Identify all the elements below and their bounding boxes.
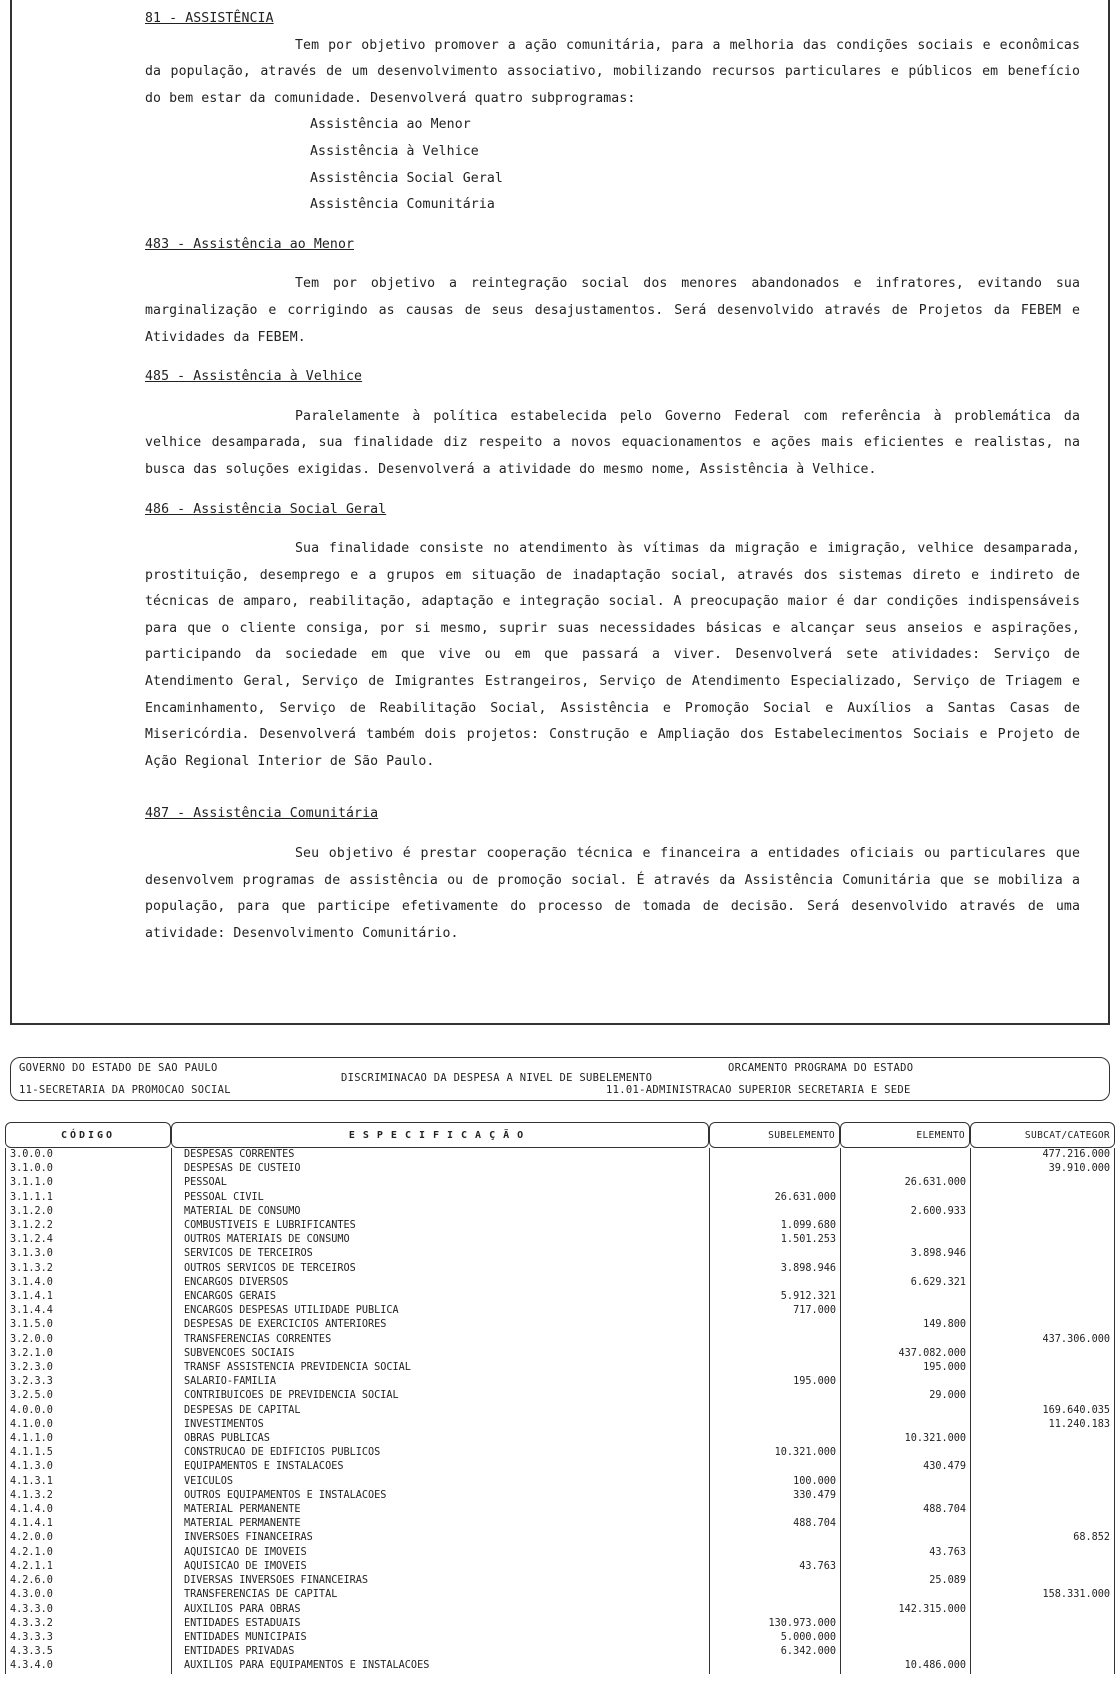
elemento-cell <box>840 1148 970 1162</box>
elemento-cell <box>840 1333 970 1347</box>
codigo-cell: 3.2.5.0 <box>5 1389 171 1403</box>
especificacao-cell: ENCARGOS DIVERSOS <box>171 1276 709 1290</box>
subcat-cell: 11.240.183 <box>970 1418 1115 1432</box>
codigo-cell: 3.0.0.0 <box>5 1148 171 1162</box>
subcat-cell <box>970 1347 1115 1361</box>
table-row <box>5 1645 1115 1659</box>
subelemento-cell <box>709 1318 840 1332</box>
especificacao-cell: OUTROS SERVICOS DE TERCEIROS <box>171 1262 709 1276</box>
especificacao-cell: AQUISICAO DE IMOVEIS <box>171 1546 709 1560</box>
subelemento-cell: 130.973.000 <box>709 1617 840 1631</box>
especificacao-cell: ENCARGOS DESPESAS UTILIDADE PUBLICA <box>171 1304 709 1318</box>
column-header-elemento: ELEMENTO <box>840 1122 970 1148</box>
codigo-cell: 4.1.0.0 <box>5 1418 171 1432</box>
subcat-cell <box>970 1191 1115 1205</box>
codigo-cell: 4.1.3.2 <box>5 1489 171 1503</box>
table-row <box>5 1418 1115 1432</box>
elemento-cell: 10.321.000 <box>840 1432 970 1446</box>
subcat-cell <box>970 1617 1115 1631</box>
elemento-cell: 10.486.000 <box>840 1659 970 1673</box>
elemento-cell <box>840 1446 970 1460</box>
table-row <box>5 1361 1115 1375</box>
especificacao-cell: EQUIPAMENTOS E INSTALACOES <box>171 1460 709 1474</box>
column-header-codigo: CÓDIGO <box>5 1122 171 1148</box>
subcat-cell <box>970 1475 1115 1489</box>
section-485-text: Paralelamente à política estabelecida pelo Governo Federal com referência à problemática da velhice desamparada, sua finalidade diz respeito a novos equacionamentos e ações mais eficientes e realistas, na busca das soluções exigidas. Desenvolverá a atividade do mesmo nome, Assistência à Velhice. <box>145 408 1080 477</box>
subelemento-cell: 6.342.000 <box>709 1645 840 1659</box>
subcat-cell <box>970 1659 1115 1673</box>
subcat-cell <box>970 1375 1115 1389</box>
elemento-cell <box>840 1631 970 1645</box>
codigo-cell: 3.1.5.0 <box>5 1318 171 1332</box>
subelemento-cell <box>709 1176 840 1190</box>
subcat-cell: 39.910.000 <box>970 1162 1115 1176</box>
elemento-cell: 6.629.321 <box>840 1276 970 1290</box>
especificacao-cell: ENCARGOS GERAIS <box>171 1290 709 1304</box>
especificacao-cell: AUXILIOS PARA OBRAS <box>171 1603 709 1617</box>
codigo-cell: 3.1.2.0 <box>5 1205 171 1219</box>
especificacao-cell: COMBUSTIVEIS E LUBRIFICANTES <box>171 1219 709 1233</box>
elemento-cell <box>840 1162 970 1176</box>
table-row <box>5 1460 1115 1474</box>
section-485-title: 485 - Assistência à Velhice <box>145 369 363 385</box>
subelemento-cell <box>709 1148 840 1162</box>
subelemento-cell: 1.099.680 <box>709 1219 840 1233</box>
expense-table <box>5 1122 1115 1694</box>
table-row <box>5 1219 1115 1233</box>
elemento-cell: 2.600.933 <box>840 1205 970 1219</box>
subcat-cell <box>970 1560 1115 1574</box>
subelemento-cell: 488.704 <box>709 1517 840 1531</box>
codigo-cell: 4.3.0.0 <box>5 1588 171 1602</box>
elemento-cell: 430.479 <box>840 1460 970 1474</box>
table-row <box>5 1191 1115 1205</box>
codigo-cell: 3.1.3.0 <box>5 1247 171 1261</box>
table-row <box>5 1176 1115 1190</box>
codigo-cell: 3.2.3.0 <box>5 1361 171 1375</box>
subelemento-cell: 1.501.253 <box>709 1233 840 1247</box>
especificacao-cell: AQUISICAO DE IMOVEIS <box>171 1560 709 1574</box>
subelemento-cell <box>709 1659 840 1673</box>
codigo-cell: 4.1.4.0 <box>5 1503 171 1517</box>
table-row <box>5 1162 1115 1176</box>
codigo-cell: 3.2.3.3 <box>5 1375 171 1389</box>
elemento-cell <box>840 1531 970 1545</box>
codigo-cell: 4.3.4.0 <box>5 1659 171 1673</box>
especificacao-cell: ENTIDADES ESTADUAIS <box>171 1617 709 1631</box>
budget-header <box>10 1057 1110 1101</box>
section-81-text: Tem por objetivo promover a ação comunitária, para a melhoria das condições sociais e econômicas da população, através de um desenvolvimento associativo, mobilizando recursos particulares e públicos em benefício do bem estar da comunidade. Desenvolverá quatro subprogramas: <box>145 37 1080 106</box>
elemento-cell <box>840 1560 970 1574</box>
codigo-cell: 3.2.0.0 <box>5 1333 171 1347</box>
table-row <box>5 1375 1115 1389</box>
subcat-cell <box>970 1517 1115 1531</box>
codigo-cell: 3.1.4.1 <box>5 1290 171 1304</box>
codigo-cell: 4.2.1.0 <box>5 1546 171 1560</box>
table-row <box>5 1475 1115 1489</box>
subelemento-cell <box>709 1503 840 1517</box>
codigo-cell: 4.1.4.1 <box>5 1517 171 1531</box>
subelemento-cell <box>709 1603 840 1617</box>
elemento-cell: 3.898.946 <box>840 1247 970 1261</box>
especificacao-cell: MATERIAL PERMANENTE <box>171 1503 709 1517</box>
subcat-cell <box>970 1389 1115 1403</box>
table-row <box>5 1205 1115 1219</box>
codigo-cell: 3.1.1.1 <box>5 1191 171 1205</box>
subcat-cell <box>970 1631 1115 1645</box>
subcat-cell <box>970 1546 1115 1560</box>
subcat-cell <box>970 1489 1115 1503</box>
especificacao-cell: DESPESAS DE CAPITAL <box>171 1404 709 1418</box>
codigo-cell: 4.1.1.0 <box>5 1432 171 1446</box>
subelemento-cell: 10.321.000 <box>709 1446 840 1460</box>
subelemento-cell <box>709 1574 840 1588</box>
table-row <box>5 1276 1115 1290</box>
table-row <box>5 1290 1115 1304</box>
elemento-cell <box>840 1375 970 1389</box>
subcat-cell <box>970 1318 1115 1332</box>
table-row <box>5 1560 1115 1574</box>
elemento-cell: 29.000 <box>840 1389 970 1403</box>
subelemento-cell <box>709 1205 840 1219</box>
table-row <box>5 1262 1115 1276</box>
table-row <box>5 1318 1115 1332</box>
subcat-cell <box>970 1247 1115 1261</box>
subcat-cell <box>970 1603 1115 1617</box>
section-486-title: 486 - Assistência Social Geral <box>145 501 387 517</box>
table-row <box>5 1489 1115 1503</box>
section-81-title: 81 - ASSISTÊNCIA <box>145 11 274 26</box>
especificacao-cell: CONTRIBUICOES DE PREVIDENCIA SOCIAL <box>171 1389 709 1403</box>
especificacao-cell: PESSOAL CIVIL <box>171 1191 709 1205</box>
table-row <box>5 1148 1115 1162</box>
especificacao-cell: DIVERSAS INVERSOES FINANCEIRAS <box>171 1574 709 1588</box>
orcamento-label: ORCAMENTO PROGRAMA DO ESTADO <box>728 1062 914 1074</box>
subelemento-cell: 330.479 <box>709 1489 840 1503</box>
elemento-cell <box>840 1617 970 1631</box>
table-row <box>5 1432 1115 1446</box>
subelemento-cell: 717.000 <box>709 1304 840 1318</box>
subelemento-cell: 3.898.946 <box>709 1262 840 1276</box>
codigo-cell: 3.1.2.4 <box>5 1233 171 1247</box>
secretaria-name: 11-SECRETARIA DA PROMOCAO SOCIAL <box>19 1084 231 1096</box>
elemento-cell <box>840 1191 970 1205</box>
codigo-cell: 4.3.3.0 <box>5 1603 171 1617</box>
codigo-cell: 4.3.3.2 <box>5 1617 171 1631</box>
subprogram-list <box>145 112 1080 218</box>
elemento-cell <box>840 1290 970 1304</box>
subelemento-cell <box>709 1404 840 1418</box>
table-row <box>5 1233 1115 1247</box>
especificacao-cell: ENTIDADES PRIVADAS <box>171 1645 709 1659</box>
section-486-text: Sua finalidade consiste no atendimento às vítimas da migração e imigração, velhice desamparada, prostituição, desemprego e a grupos em situação de inadaptação social, através dos sistemas direto e indireto de técnicas de amparo, reabilitação, adaptação e integração social. A preocupação maior é dar condições indispensáveis para que o cliente consiga, por si mesmo, suprir suas necessidades básicas e alcançar seus anseios e aspirações, participando da sociedade em que vive ou em que passará a viver. Desenvolverá sete atividades: Serviço de Atendimento Geral, Serviço de Imigrantes Estrangeiros, Serviço de Atendimento Especializado, Serviço de Triagem e Encaminhamento, Serviço de Reabilitação Social, Assistência e Promoção Social e Auxílios a Santas Casas de Misericórdia. Desenvolverá também dois projetos: Construção e Ampliação dos Estabelecimentos Sociais e Projeto de Ação Regional Interior de São Paulo. <box>145 541 1080 769</box>
subcat-cell <box>970 1361 1115 1375</box>
section-483-title: 483 - Assistência ao Menor <box>145 236 355 252</box>
subelemento-cell: 100.000 <box>709 1475 840 1489</box>
elemento-cell <box>840 1475 970 1489</box>
section-487-title: 487 - Assistência Comunitária <box>145 806 379 822</box>
table-row <box>5 1588 1115 1602</box>
subcat-cell: 477.216.000 <box>970 1148 1115 1162</box>
subcat-cell <box>970 1503 1115 1517</box>
codigo-cell: 3.1.1.0 <box>5 1176 171 1190</box>
table-row <box>5 1531 1115 1545</box>
table-row <box>5 1546 1115 1560</box>
table-row <box>5 1631 1115 1645</box>
subelemento-cell: 195.000 <box>709 1375 840 1389</box>
expense-table-body <box>5 1148 1115 1674</box>
table-row <box>5 1659 1115 1673</box>
subcat-cell <box>970 1432 1115 1446</box>
table-row <box>5 1446 1115 1460</box>
subcat-cell: 68.852 <box>970 1531 1115 1545</box>
column-header-subcat: SUBCAT/CATEGOR <box>970 1122 1115 1148</box>
government-name: GOVERNO DO ESTADO DE SAO PAULO <box>19 1062 218 1074</box>
subelemento-cell: 26.631.000 <box>709 1191 840 1205</box>
especificacao-cell: TRANSFERENCIAS DE CAPITAL <box>171 1588 709 1602</box>
especificacao-cell: OUTROS EQUIPAMENTOS E INSTALACOES <box>171 1489 709 1503</box>
especificacao-cell: DESPESAS CORRENTES <box>171 1148 709 1162</box>
subcat-cell <box>970 1290 1115 1304</box>
subelemento-cell <box>709 1333 840 1347</box>
subelemento-cell <box>709 1389 840 1403</box>
especificacao-cell: SUBVENCOES SOCIAIS <box>171 1347 709 1361</box>
codigo-cell: 4.2.6.0 <box>5 1574 171 1588</box>
elemento-cell: 488.704 <box>840 1503 970 1517</box>
subelemento-cell <box>709 1347 840 1361</box>
especificacao-cell: INVESTIMENTOS <box>171 1418 709 1432</box>
unidade-label: 11.01-ADMINISTRACAO SUPERIOR SECRETARIA E SEDE <box>606 1084 911 1096</box>
subcat-cell <box>970 1219 1115 1233</box>
codigo-cell: 4.2.0.0 <box>5 1531 171 1545</box>
subcat-cell: 158.331.000 <box>970 1588 1115 1602</box>
elemento-cell: 43.763 <box>840 1546 970 1560</box>
subelemento-cell <box>709 1588 840 1602</box>
especificacao-cell: OBRAS PUBLICAS <box>171 1432 709 1446</box>
especificacao-cell: TRANSFERENCIAS CORRENTES <box>171 1333 709 1347</box>
subcat-cell <box>970 1460 1115 1474</box>
elemento-cell: 25.089 <box>840 1574 970 1588</box>
section-487-text: Seu objetivo é prestar cooperação técnica e financeira a entidades oficiais ou particulares que desenvolvem programas de assistência ou de promoção social. É através da Assistência Comunitária que se mobiliza a população, para que participe efetivamente do processo de tomada de decisão. Será desenvolvido através de uma atividade: Desenvolvimento Comunitário. <box>145 846 1080 941</box>
subelemento-cell <box>709 1361 840 1375</box>
table-row <box>5 1389 1115 1403</box>
elemento-cell <box>840 1645 970 1659</box>
subelemento-cell <box>709 1247 840 1261</box>
elemento-cell <box>840 1489 970 1503</box>
report-title: DISCRIMINACAO DA DESPESA A NIVEL DE SUBELEMENTO <box>341 1072 653 1084</box>
table-row <box>5 1517 1115 1531</box>
codigo-cell: 4.0.0.0 <box>5 1404 171 1418</box>
list-item: Assistência Comunitária <box>310 197 495 213</box>
table-row <box>5 1247 1115 1261</box>
subcat-cell <box>970 1233 1115 1247</box>
especificacao-cell: PESSOAL <box>171 1176 709 1190</box>
codigo-cell: 4.1.3.0 <box>5 1460 171 1474</box>
especificacao-cell: MATERIAL DE CONSUMO <box>171 1205 709 1219</box>
table-row <box>5 1617 1115 1631</box>
table-row <box>5 1503 1115 1517</box>
list-item: Assistência Social Geral <box>310 170 503 186</box>
especificacao-cell: ENTIDADES MUNICIPAIS <box>171 1631 709 1645</box>
codigo-cell: 3.1.4.4 <box>5 1304 171 1318</box>
list-item: Assistência ao Menor <box>310 117 471 133</box>
subcat-cell <box>970 1574 1115 1588</box>
elemento-cell <box>840 1304 970 1318</box>
codigo-cell: 4.1.1.5 <box>5 1446 171 1460</box>
subelemento-cell <box>709 1531 840 1545</box>
especificacao-cell: SALARIO-FAMILIA <box>171 1375 709 1389</box>
especificacao-cell: DESPESAS DE EXERCICIOS ANTERIORES <box>171 1318 709 1332</box>
especificacao-cell: CONSTRUCAO DE EDIFICIOS PUBLICOS <box>171 1446 709 1460</box>
column-header-subelemento: SUBELEMENTO <box>709 1122 840 1148</box>
especificacao-cell: TRANSF ASSISTENCIA PREVIDENCIA SOCIAL <box>171 1361 709 1375</box>
subcat-cell <box>970 1276 1115 1290</box>
subcat-cell <box>970 1645 1115 1659</box>
subelemento-cell <box>709 1418 840 1432</box>
subelemento-cell <box>709 1276 840 1290</box>
codigo-cell: 3.1.2.2 <box>5 1219 171 1233</box>
table-row <box>5 1347 1115 1361</box>
codigo-cell: 3.1.0.0 <box>5 1162 171 1176</box>
especificacao-cell: SERVICOS DE TERCEIROS <box>171 1247 709 1261</box>
subcat-cell <box>970 1304 1115 1318</box>
subelemento-cell <box>709 1432 840 1446</box>
elemento-cell <box>840 1588 970 1602</box>
codigo-cell: 3.1.4.0 <box>5 1276 171 1290</box>
elemento-cell: 437.082.000 <box>840 1347 970 1361</box>
subelemento-cell <box>709 1162 840 1176</box>
subcat-cell <box>970 1176 1115 1190</box>
especificacao-cell: AUXILIOS PARA EQUIPAMENTOS E INSTALACOES <box>171 1659 709 1673</box>
elemento-cell <box>840 1262 970 1276</box>
list-item: Assistência à Velhice <box>310 143 479 159</box>
especificacao-cell: INVERSOES FINANCEIRAS <box>171 1531 709 1545</box>
elemento-cell <box>840 1418 970 1432</box>
codigo-cell: 3.1.3.2 <box>5 1262 171 1276</box>
subcat-cell <box>970 1446 1115 1460</box>
column-header-especificacao: ESPECIFICAÇÃO <box>171 1122 709 1148</box>
table-row <box>5 1603 1115 1617</box>
subelemento-cell: 5.912.321 <box>709 1290 840 1304</box>
codigo-cell: 4.2.1.1 <box>5 1560 171 1574</box>
subcat-cell <box>970 1205 1115 1219</box>
elemento-cell <box>840 1517 970 1531</box>
codigo-cell: 3.2.1.0 <box>5 1347 171 1361</box>
codigo-cell: 4.3.3.5 <box>5 1645 171 1659</box>
subelemento-cell <box>709 1546 840 1560</box>
program-description <box>145 6 1080 947</box>
elemento-cell: 142.315.000 <box>840 1603 970 1617</box>
especificacao-cell: DESPESAS DE CUSTEIO <box>171 1162 709 1176</box>
elemento-cell <box>840 1233 970 1247</box>
subelemento-cell: 43.763 <box>709 1560 840 1574</box>
subelemento-cell: 5.000.000 <box>709 1631 840 1645</box>
elemento-cell: 149.800 <box>840 1318 970 1332</box>
especificacao-cell: VEICULOS <box>171 1475 709 1489</box>
especificacao-cell: OUTROS MATERIAIS DE CONSUMO <box>171 1233 709 1247</box>
table-row <box>5 1404 1115 1418</box>
codigo-cell: 4.1.3.1 <box>5 1475 171 1489</box>
especificacao-cell: MATERIAL PERMANENTE <box>171 1517 709 1531</box>
section-483-text: Tem por objetivo a reintegração social dos menores abandonados e infratores, evitando sua marginalização e corrigindo as causas de seus desajustamentos. Será desenvolvido através de Projetos da FEBEM e Atividades da FEBEM. <box>145 276 1080 345</box>
subelemento-cell <box>709 1460 840 1474</box>
elemento-cell: 26.631.000 <box>840 1176 970 1190</box>
subcat-cell: 169.640.035 <box>970 1404 1115 1418</box>
elemento-cell: 195.000 <box>840 1361 970 1375</box>
subcat-cell: 437.306.000 <box>970 1333 1115 1347</box>
elemento-cell <box>840 1404 970 1418</box>
table-row <box>5 1574 1115 1588</box>
elemento-cell <box>840 1219 970 1233</box>
subcat-cell <box>970 1262 1115 1276</box>
codigo-cell: 4.3.3.3 <box>5 1631 171 1645</box>
table-row <box>5 1304 1115 1318</box>
table-row <box>5 1333 1115 1347</box>
